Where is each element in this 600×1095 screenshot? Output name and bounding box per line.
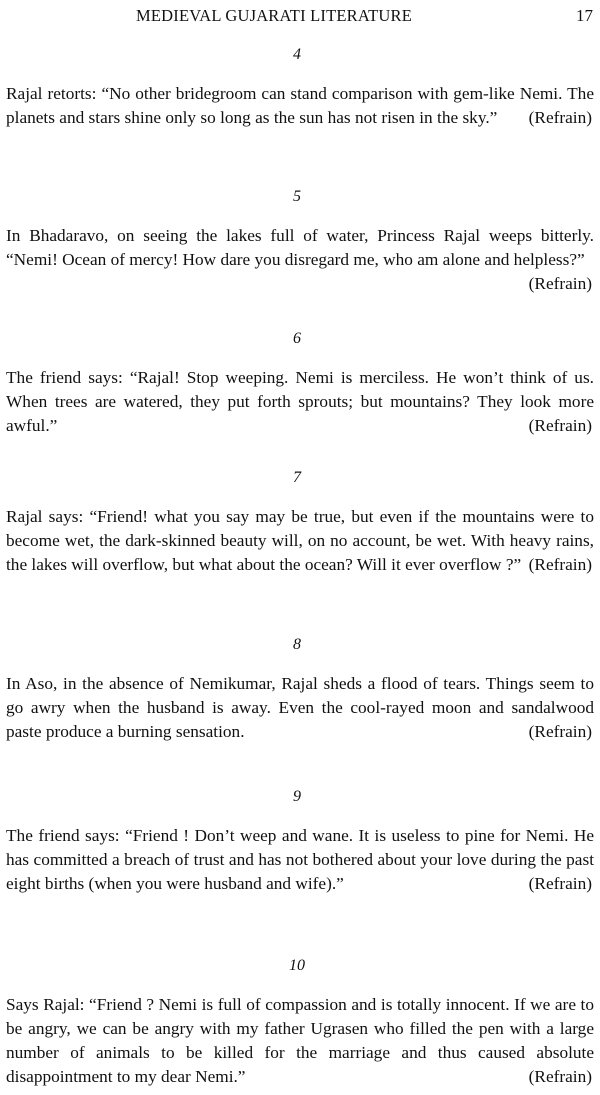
stanza-4 — [6, 44, 594, 130]
stanza-number: 4 — [293, 46, 301, 63]
refrain-label: (Refrain) — [528, 1067, 592, 1086]
stanza-text — [6, 224, 594, 293]
refrain-label: (Refrain) — [528, 108, 592, 127]
stanza-5 — [6, 186, 594, 296]
running-title: MEDIEVAL GUJARATI LITERATURE — [136, 6, 412, 25]
stanza-body: The friend says: “Rajal! Stop weeping. Nemi is merciless. He won’t think of us. When trees are watered, they put forth sprouts; but mountains? They look more awful.” — [6, 368, 594, 435]
refrain-label: (Refrain) — [528, 274, 592, 293]
refrain-label: (Refrain) — [528, 555, 592, 574]
stanza-text — [6, 993, 594, 1089]
refrain-label: (Refrain) — [528, 416, 592, 435]
stanza-10 — [6, 955, 594, 1089]
stanza-body: The friend says: “Friend ! Don’t weep and wane. It is useless to pine for Nemi. He has committed a breach of trust and has not bothered about your love during the past eight births (when you were husband and wife).” — [6, 826, 594, 893]
stanza-number: 6 — [293, 330, 301, 347]
stanza-number: 5 — [293, 188, 301, 205]
stanza-number: 10 — [289, 957, 305, 974]
stanza-number: 8 — [293, 636, 301, 653]
stanza-text — [6, 672, 594, 744]
stanza-number: 7 — [293, 469, 301, 486]
refrain-label: (Refrain) — [528, 874, 592, 893]
stanza-text — [6, 505, 594, 577]
stanza-6 — [6, 328, 594, 438]
stanza-7 — [6, 467, 594, 577]
refrain-label: (Refrain) — [528, 722, 592, 741]
stanza-body: In Aso, in the absence of Nemikumar, Rajal sheds a flood of tears. Things seem to go awry when the husband is away. Even the cool-rayed moon and sandalwood paste produce a burning sensation. — [6, 674, 594, 741]
page-number: 17 — [576, 6, 593, 25]
stanza-body: Says Rajal: “Friend ? Nemi is full of compassion and is totally innocent. If we are to be angry, we can be angry with my father Ugrasen who filled the pen with a large number of animals to be killed for the marriage and thus caused absolute disappointment to my dear Nemi.” — [6, 995, 594, 1086]
stanza-body: In Bhadaravo, on seeing the lakes full of water, Princess Rajal weeps bitterly. “Nemi! Ocean of mercy! How dare you disregard me, who am alone and helpless?” — [6, 226, 594, 269]
stanza-text — [6, 82, 594, 130]
stanza-text — [6, 824, 594, 896]
stanza-body: Rajal says: “Friend! what you say may be true, but even if the mountains were to become wet, the dark-skinned beauty will, on no account, be wet. With heavy rains, the lakes will overflow, but what about the ocean? Will it ever overflow ?” — [6, 507, 594, 574]
stanza-9 — [6, 786, 594, 896]
stanza-number: 9 — [293, 788, 301, 805]
stanza-text — [6, 366, 594, 438]
stanza-8 — [6, 634, 594, 744]
page-header — [0, 3, 600, 29]
stanza-body: Rajal retorts: “No other bridegroom can stand comparison with gem-like Nemi. The planets and stars shine only so long as the sun has not risen in the sky.” — [6, 84, 594, 127]
